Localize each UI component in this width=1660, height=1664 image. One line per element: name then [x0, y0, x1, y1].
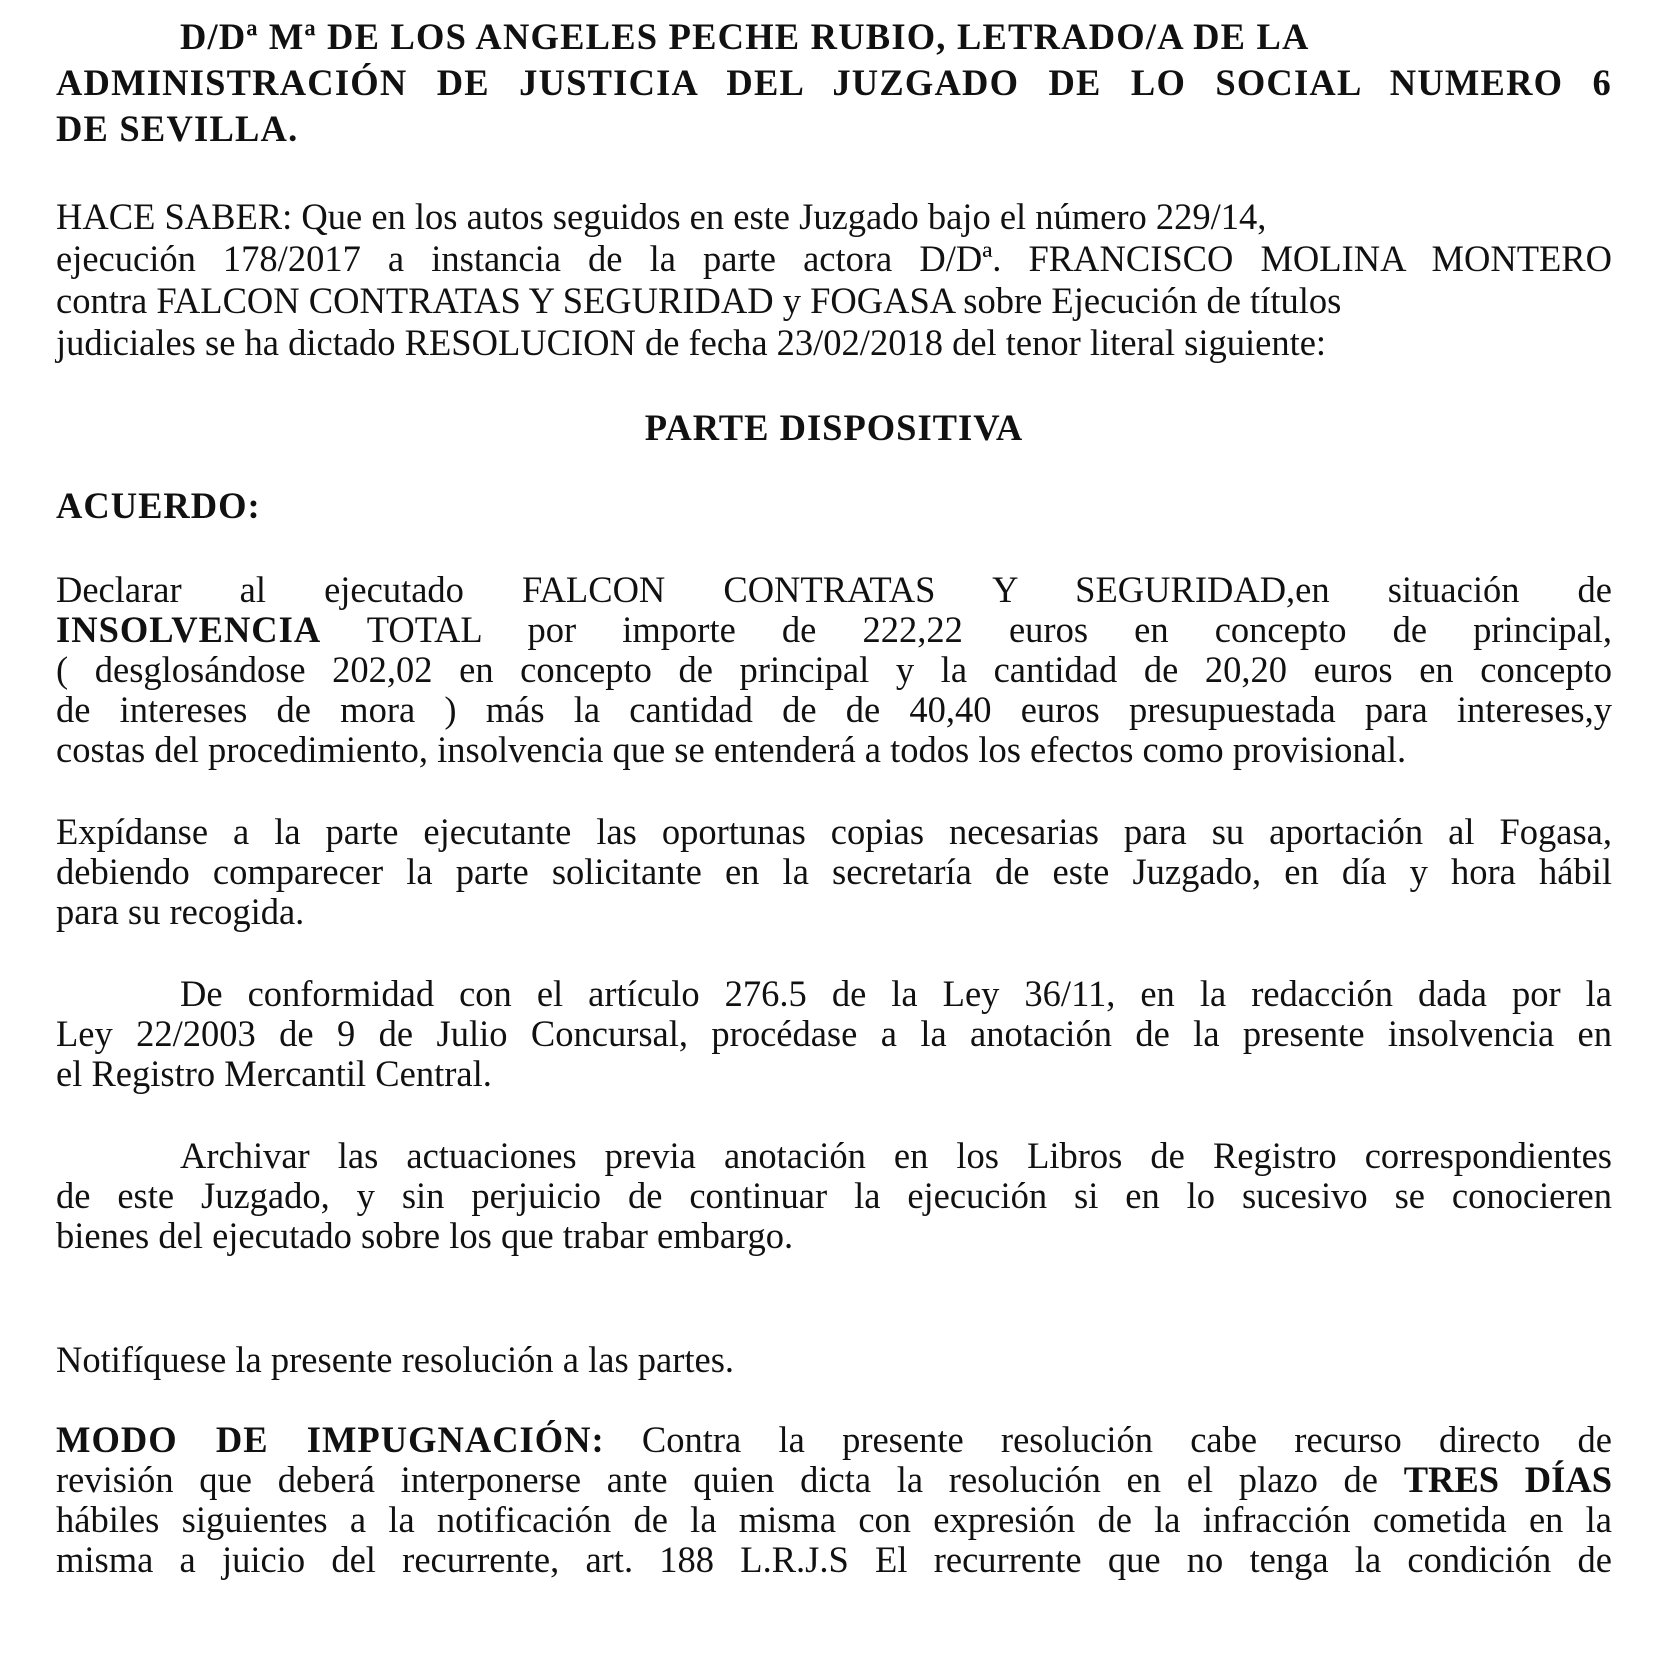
document-header	[56, 14, 1612, 152]
p6-line-2-text: revisión que deberá interponerse ante quien dicta la resolución en el plazo de	[56, 1459, 1404, 1500]
p6-line-1-rest: Contra la presente resolución cabe recurso directo de	[604, 1419, 1612, 1460]
p1-line-2	[56, 610, 1612, 650]
paragraph-impugnacion	[56, 1420, 1612, 1580]
header-line-1: D/Dª Mª DE LOS ANGELES PECHE RUBIO, LETRADO/A DE LA	[180, 16, 1310, 57]
p1-line-3: ( desglosándose 202,02 en concepto de principal y la cantidad de 20,20 euros en concepto	[56, 649, 1612, 690]
insolvencia-bold: INSOLVENCIA	[56, 609, 322, 650]
paragraph-archivar	[56, 1136, 1612, 1256]
p4-line-2: de este Juzgado, y sin perjuicio de continuar la ejecución si en lo sucesivo se conocieren	[56, 1175, 1612, 1216]
paragraph-notifiquese: Notifíquese la presente resolución a las partes.	[56, 1339, 735, 1380]
document-page	[56, 14, 1612, 1580]
tres-dias-bold: TRES DÍAS	[1403, 1459, 1612, 1500]
p2-line-3: para su recogida.	[56, 891, 305, 932]
p2-line-1: Expídanse a la parte ejecutante las oportunas copias necesarias para su aportación al Fogasa,	[56, 811, 1612, 852]
p1-line-5: costas del procedimiento, insolvencia que se entenderá a todos los efectos como provisional.	[56, 729, 1407, 770]
paragraph-insolvencia	[56, 570, 1612, 770]
p2-line-2: debiendo comparecer la parte solicitante en la secretaría de este Juzgado, en día y hora hábil	[56, 851, 1612, 892]
header-line-3: DE SEVILLA.	[56, 108, 299, 149]
p4-line-3: bienes del ejecutado sobre los que trabar embargo.	[56, 1215, 794, 1256]
intro-paragraph	[56, 196, 1612, 364]
p6-line-2	[56, 1460, 1612, 1500]
paragraph-conformidad	[56, 974, 1612, 1094]
p3-line-2: Ley 22/2003 de 9 de Julio Concursal, procédase a la anotación de la presente insolvencia en	[56, 1013, 1612, 1054]
p4-line-1: Archivar las actuaciones previa anotación en los Libros de Registro correspondientes	[180, 1135, 1612, 1176]
p1-line-4: de intereses de mora ) más la cantidad de de 40,40 euros presupuestada para intereses,y	[56, 689, 1612, 730]
intro-line-3: contra FALCON CONTRATAS Y SEGURIDAD y FOGASA sobre Ejecución de títulos	[56, 280, 1342, 321]
intro-line-2: ejecución 178/2017 a instancia de la parte actora D/Dª. FRANCISCO MOLINA MONTERO	[56, 238, 1612, 279]
paragraph-expidanse	[56, 812, 1612, 932]
intro-line-4: judiciales se ha dictado RESOLUCION de fecha 23/02/2018 del tenor literal siguiente:	[56, 322, 1327, 363]
p6-line-3: hábiles siguientes a la notificación de la misma con expresión de la infracción cometida en la	[56, 1499, 1612, 1540]
header-line-2: ADMINISTRACIÓN DE JUSTICIA DEL JUZGADO DE LO SOCIAL NUMERO 6	[56, 62, 1612, 103]
acuerdo-label: ACUERDO:	[56, 485, 261, 526]
intro-line-1: HACE SABER: Que en los autos seguidos en este Juzgado bajo el número 229/14,	[56, 196, 1267, 237]
p6-line-1	[56, 1420, 1612, 1460]
p6-line-4: misma a juicio del recurrente, art. 188 L.R.J.S El recurrente que no tenga la condición de	[56, 1539, 1612, 1580]
p3-line-3: el Registro Mercantil Central.	[56, 1053, 492, 1094]
p1-line-1: Declarar al ejecutado FALCON CONTRATAS Y SEGURIDAD,en situación de	[56, 569, 1612, 610]
p3-line-1: De conformidad con el artículo 276.5 de la Ley 36/11, en la redacción dada por la	[180, 973, 1612, 1014]
section-title: PARTE DISPOSITIVA	[644, 407, 1024, 448]
p1-line-2-rest: TOTAL por importe de 222,22 euros en concepto de principal,	[321, 609, 1612, 650]
impugnacion-label: MODO DE IMPUGNACIÓN:	[56, 1419, 605, 1460]
